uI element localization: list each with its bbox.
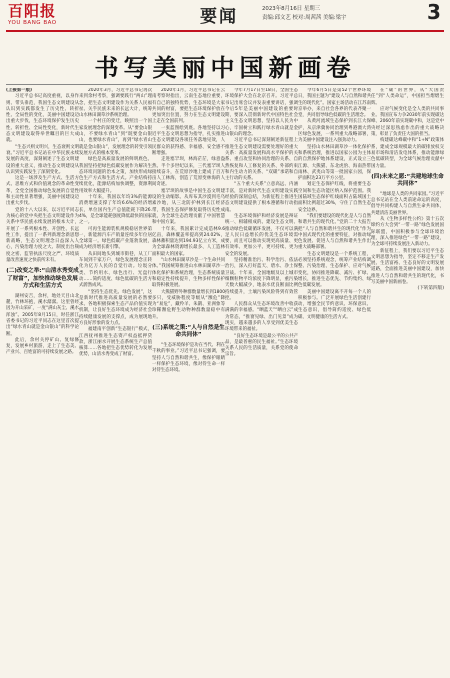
paragraph: 福建南平创新“生态银行”模式，江西抚州推进生态资产权益抵押贷款，浙江丽水开展生态系统生产总值核算……各地把生态优势转化为发展优势，山清水秀变成了财富。 bbox=[79, 327, 152, 358]
continued-from: (上接第一版) bbox=[6, 88, 32, 93]
article-column bbox=[371, 88, 444, 673]
paragraph: 人民群众从生态环境改善中收获满满的幸福感。“晒蓝天”“晒白云”成为常态，“推窗见绿、出门见景”成为现实，越来越多的人享受到优美生态环境带来的福祉。 bbox=[225, 302, 298, 333]
paragraph: 十年来，我国累计完成造林9.6亿亩，森林覆盖率提高到24.02%，森林蓄积量达到194.93亿立方米，成为全球森林资源增长最多、人工造林面积最大的国家。 bbox=[152, 226, 225, 257]
editors-credit: 责编:邱文艺 校对:周茜茜 美编:梁宇 bbox=[262, 15, 347, 21]
paragraph: 坚持精准治污、科学治污、依法治污，深入打好蓝天、碧水、净土保卫战。十年来，全国地级及以上城市细颗粒物平均浓度下降明显，重污染天数大幅减少，地表水优良断面比例持续提升，土壤污染风险得到有效管控。 bbox=[225, 258, 298, 301]
paragraph: “生态环境保护是功在当代、利在千秋的事业。”习近平总书记强调，要坚持人与自然和谐共生，像保护眼睛一样保护生态环境，像对待生命一样对待生态环境。 bbox=[152, 342, 225, 374]
subheading: (二)改变之举:“山清水秀变成了财富”，加快推动绿色发展方式和生活方式 bbox=[6, 268, 79, 290]
section-title: 要闻 bbox=[200, 7, 238, 27]
paragraph: 一张蓝图绘到底。各地坚持以习近平生态文明思想为指导，扎实推进生态文明建设各项任务落地见效，人民群众的获得感、幸福感、安全感不断增强。 bbox=[152, 125, 225, 156]
paragraph: 党的十八大以来，以习近平同志为核心的党中央把生态文明建设作为关系中华民族永续发展的根本大计，开展了一系列根本性、开创性、长远性工作，提出了一系列新理念新思想新战略，生态文明理念日益深入人心，污染治理力度之大、制度出台频度之密、监管执法尺度之严、环境质量改善速度之快前所未有。 bbox=[6, 207, 79, 264]
paragraph: 今年6月5日是第52个世界环境日，我国主题为“建设人与自然和谐共生的现代化”。国家主场活动在江苏南京举办，来自社会各界的代表齐聚一堂，共同倡导绿色低碳的生活理念。 bbox=[298, 88, 371, 119]
paragraph: “山水林田湖草沙是一个生命共同体。”我国统筹推进山水林田湖草沙一体化保护和系统治理，生态系统质量和稳定性持续提升，生物多样性保护取得积极进展。 bbox=[152, 258, 225, 289]
masthead bbox=[0, 0, 450, 32]
continued-note: (下转第四版) bbox=[417, 286, 444, 292]
paragraph: 划定生态保护红线，将重要生态空间和生态功能区纳入保护范围。我国陆域生态保护红线面积占陆域国土面积比例超过30%，守住了自然生态安全边界。 bbox=[298, 182, 371, 213]
paragraph: 生态文明建设是一个系统工程，必须坚持系统观念，统筹产业结构调整、污染治理、生态保护、应对气候变化，协同推进降碳、减污、扩绿、增长，推进生态优先、节约集约、绿色低碳发展。 bbox=[298, 251, 371, 289]
article-column bbox=[298, 88, 371, 673]
paragraph: 习近平总书记深刻阐述新征程上推进生态文明建设需要处理好的重大关系：高质量发展和高水平保护的关系、重点攻坚和协同治理的关系、自然恢复和人工修复的关系、外部约束和内生动力的关系、“双碳”承诺和自主行动的关系。 bbox=[225, 138, 298, 182]
paragraph: “坚持生态优先、绿色发展”，这是新时代推进高质量发展的必然要求。各地积极探索生态产品价值实现机制，让良好生态环境成为经济社会持续健康发展的支撑点，成为展现地方良好形象的发力点。 bbox=[79, 289, 152, 326]
page-number: 3 bbox=[427, 0, 441, 24]
paragraph: “良好生态环境是最公平的公共产品，是最普惠的民生福祉。”生态环境关系人民的生活质量，关系党的使命宗旨。 bbox=[225, 333, 298, 358]
issue-date: 2023年8月16日 星期三 bbox=[262, 6, 321, 12]
paragraph: 构建碳达峰碳中和“1+N”政策体系，建成全球规模最大的碳排放权交易市场和清洁发电体系，推动能源绿色低碳转型，为全球气候治理贡献中国力量。 bbox=[371, 138, 444, 169]
paragraph: 走进塞罕坝，林海茫茫，绿意盎然。半个多世纪以来，三代塞罕坝人接续奋斗，在荒原沙地上建成了百万亩人工林海，创造了荒原变林海的人间奇迹。 bbox=[152, 157, 225, 188]
logo-english: YOU BANG BAO bbox=[8, 20, 57, 26]
paragraph: 新征程上，我们要以习近平生态文明思想为指导，坚定不移走生产发展、生活富裕、生态良好的文明发展道路，全面推进美丽中国建设，加快推进人与自然和谐共生的现代化，书写美丽中国新画卷。 bbox=[371, 248, 444, 286]
paragraph: “五个重大关系”立意高远、内涵丰富，是对新时代生态文明建设实践经验的深刻总结，为新征程上推进生态文明建设提供了根本遵循和行动指南。 bbox=[225, 182, 298, 213]
article-column bbox=[152, 88, 225, 673]
paragraph: 2020年3月，习近平总书记再次来到余村考察，强调要践行“两山”理念，把生态文明建设作为关系人民福祉、关乎民族未来的长远大计，统筹山水林田湖草沙系统治理。 bbox=[79, 88, 152, 119]
paragraph: 今年7月17日至18日，全国生态环境保护大会在北京召开。习近平总书记出席会议并发表重要讲话，强调今后5年是美丽中国建设的重要时期，要深入贯彻新时代中国特色社会主义生态文明思想，坚持以人民为中心，牢固树立和践行绿水青山就是金山银山的理念。 bbox=[225, 88, 298, 138]
newspaper-logo[interactable] bbox=[8, 3, 60, 27]
article-headline: 书写美丽中国新画卷 bbox=[94, 53, 356, 82]
paragraph: “生态兴则文明兴，生态衰则文明衰。”习近平总书记站在中华民族永续发展的高度，深刻阐述了生态文明建设的重大意义，推动生态文明建设从认识到实践发生了深刻变化。 bbox=[6, 144, 79, 175]
logo-chinese: 百阳报 bbox=[8, 2, 57, 20]
paragraph: 塞罕坝的故事是中国生态文明建设的生动缩影。从库布其沙漠到毛乌素沙地，从三北防护林到长江经济带，我国生态保护修复取得历史性成就，为全球生态治理贡献了中国智慧和中国方案。 bbox=[152, 188, 225, 226]
paragraph: 从田间地头到城市街巷，从工厂车间到千家万户，绿色发展理念正转化为亿万人民的自觉行动。垃圾分类、节约用水、绿色出行、光盘行动……简约适度、绿色低碳的生活方式蔚然成风。 bbox=[79, 251, 152, 289]
subheading: (四)未来之愿:“共建地球生命共同体” bbox=[371, 173, 444, 188]
paragraph: 一个村庄的变迁，映照出一个国家发展理念的深刻变革。从“要金山银山，不要绿水青山”到“既要金山银山，也要绿水青山”，再到“绿水青山就是金山银山”，发展理念的转变引领发展方式的根本变革。 bbox=[79, 119, 152, 156]
paragraph: 大熊猫野外种群数量增长到1800多只，受威胁程度等级从“濒危”降为“易危”，藏羚羊、朱鹮、亚洲象等珍稀濒危野生动物种群数量稳中有升。 bbox=[152, 289, 225, 320]
paragraph: 可再生能源装机规模稳居世界第一，新能源汽车产销量连续多年位居全球第一。绿色低碳产业蓬勃发展，成为经济增长新引擎。 bbox=[79, 226, 152, 251]
headline-rule bbox=[6, 84, 444, 85]
paragraph: 从《生物多样性公约》第十五次缔约方大会到“一带一路”绿色发展国际联盟，中国积极参与全球环境治理，深入推进绿色“一带一路”建设，为全球可持续发展注入新动力。 bbox=[371, 217, 444, 248]
paragraph: 应对气候变化是全人类的共同事业。我国宣布力争2030年前实现碳达峰、2060年前实现碳中和，这是党中央经过深思熟虑作出的重大战略决策，彰显了负责任大国的担当。 bbox=[371, 106, 444, 138]
paragraph: 绿色是高质量发展的鲜明底色。我国坚持把绿色低碳发展作为解决生态环境问题的治本之策，加快形成绿色生产方式和生活方式。产业结构持续优化，能源结构加快调整，资源利用效率大幅提升。 bbox=[79, 157, 152, 194]
paragraph: 习近平总书记高度重视，以身作则、带头垂范，我国生态文明建设从认识到实践都发生了历史性、转折性、全局性的变化，美丽中国建设迈出重大步伐，生态环境保护发生历史性、转折性、全局性变化，新时代生态文明建设取得举世瞩目的巨大成就。 bbox=[6, 94, 79, 144]
paragraph: 此后，余村关停矿山、复绿修复，发展乡村旅游，走上了生态美、产业兴、百姓富的可持续发展之路。 bbox=[6, 337, 79, 356]
paragraph: 这是一场涉及生产方式、生活方式、思维方式和价值观念的革命性变革，全党全国推动绿色发展的自觉性和主动性显著增强，美丽中国建设迈出重大步伐。 bbox=[6, 176, 79, 207]
paragraph: 坚持山水林田湖草沙一体化保护和系统治理，推进以国家公园为主体的自然保护地体系建设，正式设立三江源、大熊猫、东北虎豹、海南热带雨林、武夷山等第一批国家公园，保护面积达23万平方公里。 bbox=[298, 144, 371, 182]
paragraph: 在“碳”的世界，从“大国责任”到“人类命运”，中国担当熠熠生辉。 bbox=[371, 88, 444, 106]
masthead-rule bbox=[6, 30, 444, 32]
paragraph: 2020年1月，习近平总书记在云南考察时指出，云南生态地位重要，有自己的独特优势，生态环境是大家共同的财富，要把生态环境保护放在更加突出位置，努力在生态文明建设上走在全国前列。 bbox=[152, 88, 225, 125]
article-column bbox=[6, 88, 79, 673]
paragraph: “地球是人类的共同家园。”习近平总书记站在全人类前途命运的高度，倡导共同构建人与自然生命共同体，共建清洁美丽世界。 bbox=[371, 191, 444, 216]
subheading: (三)系统之策:“人与自然是生命共同体” bbox=[152, 324, 225, 339]
paragraph: 十年来，我国以年均3%的能源消费增速支撑了年均6.6%的经济增长，单位国内生产总值能耗下降26.4%，是全球能耗强度降低最快的国家之一。 bbox=[79, 195, 152, 226]
paragraph: 湖州安吉，余村，地处天目山北麓，竹林环抱，溪水潺潺。这里曾经因为开山采矿，一度“满山灰尘、溪水浑浊”。2005年8月15日，时任浙江省委书记的习近平同志在这里首次提出“绿水青山就是金山银山”的科学论断。 bbox=[6, 293, 79, 337]
paragraph: “我们要建设的现代化是人与自然和谐共生的现代化。”党的二十大报告把“人与自然和谐共生的现代化”作为中国式现代化的重要特征，对推动绿色发展、促进人与自然和谐共生作出重大战略部署。 bbox=[298, 213, 371, 251]
article-column bbox=[79, 88, 152, 673]
paragraph: 美丽中国建设离不开每一个人的积极参与。广泛开展绿色生活创建行动，增强全民节约意识、环保意识、生态意识，倡导简约适度、绿色低碳、文明健康的生活方式。 bbox=[298, 289, 371, 320]
article-column bbox=[225, 88, 298, 673]
paragraph: 从黄河流域生态保护到长江大保护，从京津冀协同治理到粤港澳大湾区绿色发展，一系列重大战略部署，为美丽中国建设注入强劲动力。 bbox=[298, 119, 371, 144]
paragraph: 生态环境保护和经济发展是辩证统一、相辅相成的。建设生态文明、推动绿色低碳循环发展，不仅可以满足人民日益增长的优美生态环境需要，而且可以推动实现更高质量、更有效率、更加公平、更可持续、更为安全的发展。 bbox=[225, 213, 298, 257]
article-body bbox=[6, 88, 444, 673]
